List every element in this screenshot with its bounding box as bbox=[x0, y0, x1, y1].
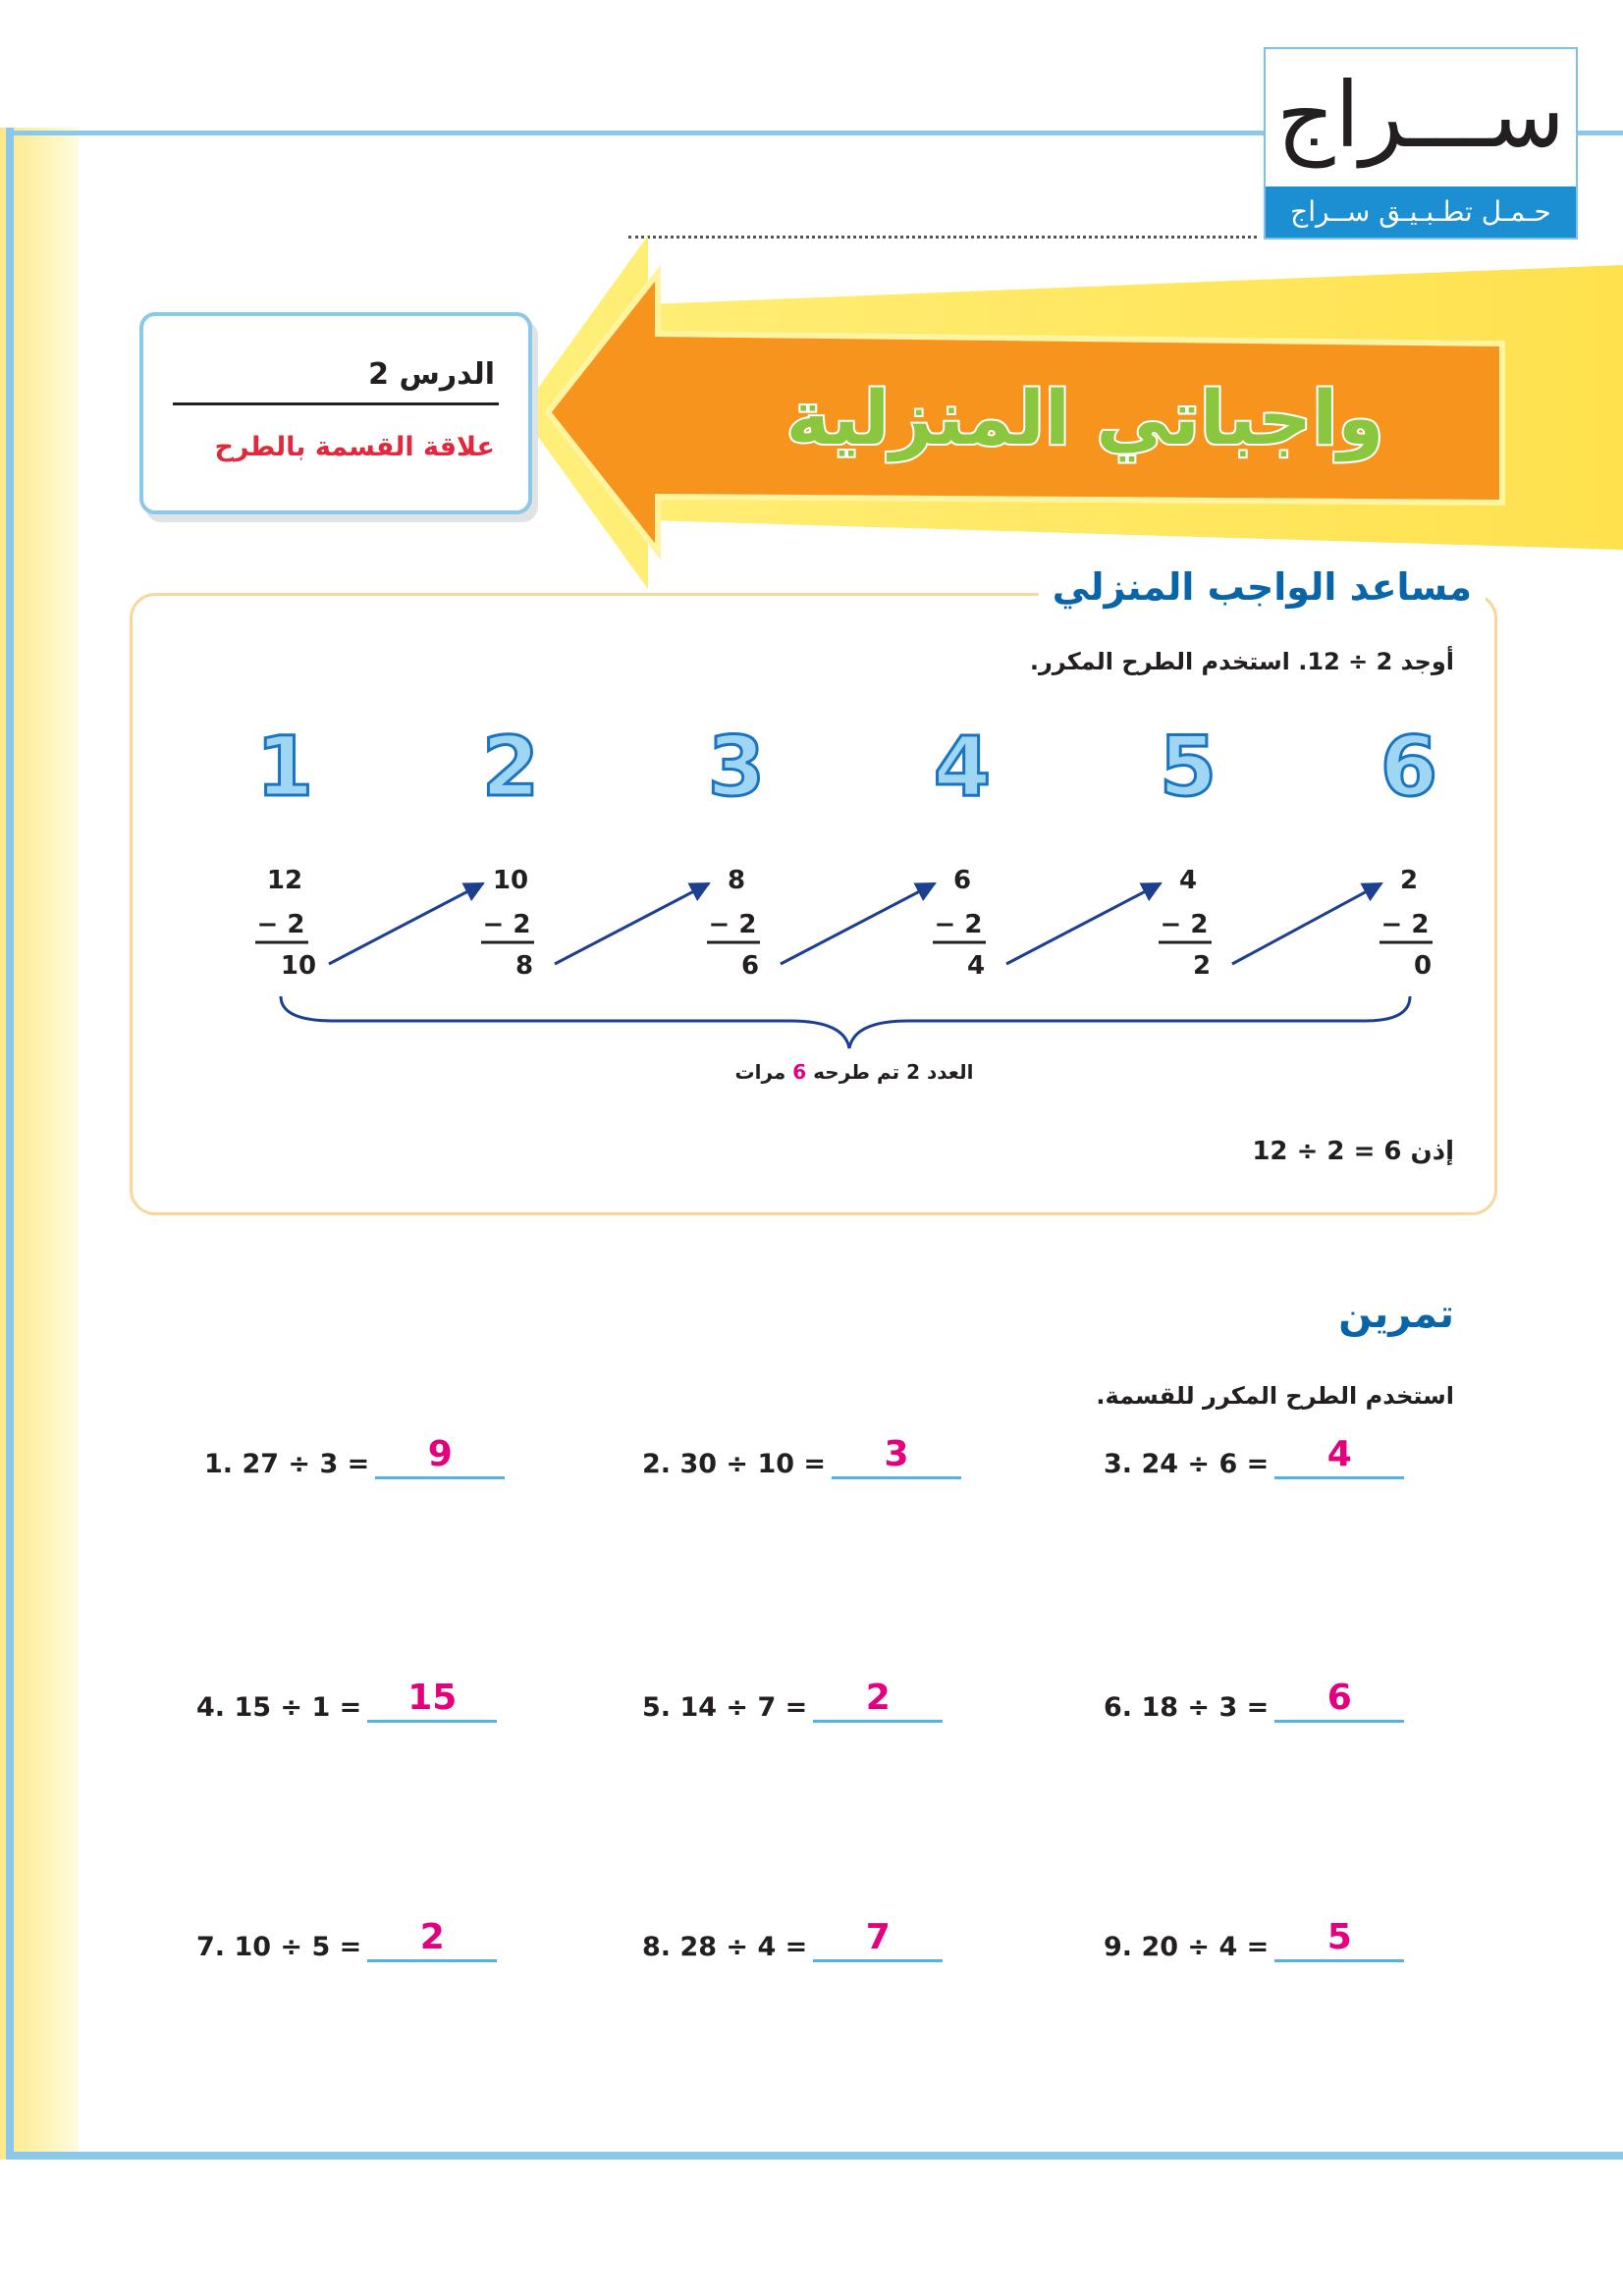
exercise-label: 1. 27 ÷ 3 = bbox=[204, 1449, 370, 1479]
exercise-label: 7. 10 ÷ 5 = bbox=[196, 1932, 362, 1962]
step-subtrahend: − 2 bbox=[482, 910, 531, 939]
exercise-2 bbox=[642, 1434, 961, 1479]
answer-value: 7 bbox=[865, 1917, 891, 1957]
step-arrow bbox=[555, 883, 709, 964]
exercise-label: 2. 30 ÷ 10 = bbox=[642, 1449, 827, 1479]
step-number: 6 bbox=[1380, 719, 1438, 815]
exercise-4 bbox=[196, 1678, 497, 1723]
step-subtrahend: − 2 bbox=[1380, 910, 1430, 939]
repeated-subtraction-diagram bbox=[226, 707, 1463, 1119]
lesson-divider bbox=[173, 402, 499, 405]
step-result: 4 bbox=[966, 951, 986, 981]
practice-instructions: استخدم الطرح المكرر للقسمة. bbox=[1096, 1382, 1454, 1410]
exercise-label: 9. 20 ÷ 4 = bbox=[1104, 1932, 1270, 1962]
lesson-title: علاقة القسمة بالطرح bbox=[214, 432, 495, 462]
step-number: 3 bbox=[707, 719, 766, 815]
exercise-5 bbox=[642, 1678, 943, 1723]
step-minuend: 12 bbox=[266, 866, 303, 895]
logo-download-strip[interactable]: حـمـل تطـبـيـق ســراج bbox=[1266, 187, 1576, 238]
exercise-8 bbox=[642, 1917, 943, 1962]
exercise-label: 8. 28 ÷ 4 = bbox=[642, 1932, 808, 1962]
answer-blank[interactable] bbox=[813, 1678, 943, 1723]
logo-word: ســـراج bbox=[1276, 63, 1565, 168]
step-result: 6 bbox=[740, 951, 760, 981]
step-result: 0 bbox=[1413, 951, 1433, 981]
practice-title: تمرين bbox=[1338, 1292, 1454, 1337]
step-number: 4 bbox=[933, 719, 992, 815]
exercise-1 bbox=[204, 1434, 505, 1479]
step-minuend: 2 bbox=[1399, 866, 1419, 895]
helper-question: أوجد 2 ÷ 12. استخدم الطرح المكرر. bbox=[1029, 648, 1454, 675]
exercise-6 bbox=[1104, 1678, 1404, 1723]
answer-blank[interactable] bbox=[1274, 1434, 1404, 1479]
step-number: 2 bbox=[481, 719, 540, 815]
answer-value: 2 bbox=[865, 1678, 891, 1718]
answer-value: 2 bbox=[419, 1917, 445, 1957]
helper-note-post: مرات bbox=[734, 1060, 786, 1084]
answer-blank[interactable] bbox=[1274, 1678, 1404, 1723]
page-frame-left bbox=[6, 128, 14, 2160]
exercise-label: 5. 14 ÷ 7 = bbox=[642, 1692, 808, 1723]
step-arrow bbox=[1006, 883, 1161, 964]
step-arrow bbox=[1232, 883, 1381, 964]
step-result: 10 bbox=[280, 951, 317, 981]
siraj-logo[interactable] bbox=[1264, 47, 1578, 240]
step-minuend: 4 bbox=[1178, 866, 1198, 895]
step-result: 2 bbox=[1192, 951, 1212, 981]
helper-note-pre: العدد 2 تم طرحه bbox=[813, 1060, 974, 1084]
step-subtrahend: − 2 bbox=[934, 910, 983, 939]
helper-note bbox=[687, 1060, 1021, 1084]
answer-blank[interactable] bbox=[1274, 1917, 1404, 1962]
answer-value: 15 bbox=[407, 1678, 458, 1718]
step-subtrahend: − 2 bbox=[256, 910, 305, 939]
answer-value: 4 bbox=[1326, 1434, 1352, 1474]
step-result: 8 bbox=[514, 951, 534, 981]
grouping-brace bbox=[281, 996, 1410, 1048]
step-arrow bbox=[329, 883, 483, 964]
exercise-label: 6. 18 ÷ 3 = bbox=[1104, 1692, 1270, 1723]
step-subtrahend: − 2 bbox=[1160, 910, 1209, 939]
step-subtrahend: − 2 bbox=[708, 910, 757, 939]
step-minuend: 10 bbox=[492, 866, 529, 895]
answer-value: 5 bbox=[1326, 1917, 1352, 1957]
helper-answer: إذن 6 = 2 ÷ 12 bbox=[1252, 1137, 1454, 1166]
answer-value: 3 bbox=[884, 1434, 909, 1474]
answer-blank[interactable] bbox=[367, 1917, 497, 1962]
exercise-9 bbox=[1104, 1917, 1404, 1962]
lesson-number: الدرس 2 bbox=[368, 357, 495, 392]
lesson-card bbox=[139, 312, 532, 514]
answer-blank[interactable] bbox=[375, 1434, 505, 1479]
banner-title: واجباتي المنزلية bbox=[785, 374, 1384, 461]
header-banner bbox=[520, 226, 1623, 599]
exercise-7 bbox=[196, 1917, 497, 1962]
answer-blank[interactable] bbox=[832, 1434, 961, 1479]
step-minuend: 6 bbox=[952, 866, 972, 895]
page-frame-bottom bbox=[6, 2152, 1623, 2160]
step-number: 5 bbox=[1159, 719, 1217, 815]
step-arrow bbox=[781, 883, 935, 964]
exercise-label: 4. 15 ÷ 1 = bbox=[196, 1692, 362, 1723]
exercise-label: 3. 24 ÷ 6 = bbox=[1104, 1449, 1270, 1479]
answer-value: 6 bbox=[1326, 1678, 1352, 1718]
step-minuend: 8 bbox=[727, 866, 746, 895]
step-number: 1 bbox=[255, 719, 314, 815]
answer-value: 9 bbox=[427, 1434, 453, 1474]
answer-blank[interactable] bbox=[813, 1917, 943, 1962]
exercise-3 bbox=[1104, 1434, 1404, 1479]
answer-blank[interactable] bbox=[367, 1678, 497, 1723]
homework-helper-title: مساعد الواجب المنزلي bbox=[1039, 565, 1486, 609]
helper-note-count: 6 bbox=[792, 1060, 807, 1084]
